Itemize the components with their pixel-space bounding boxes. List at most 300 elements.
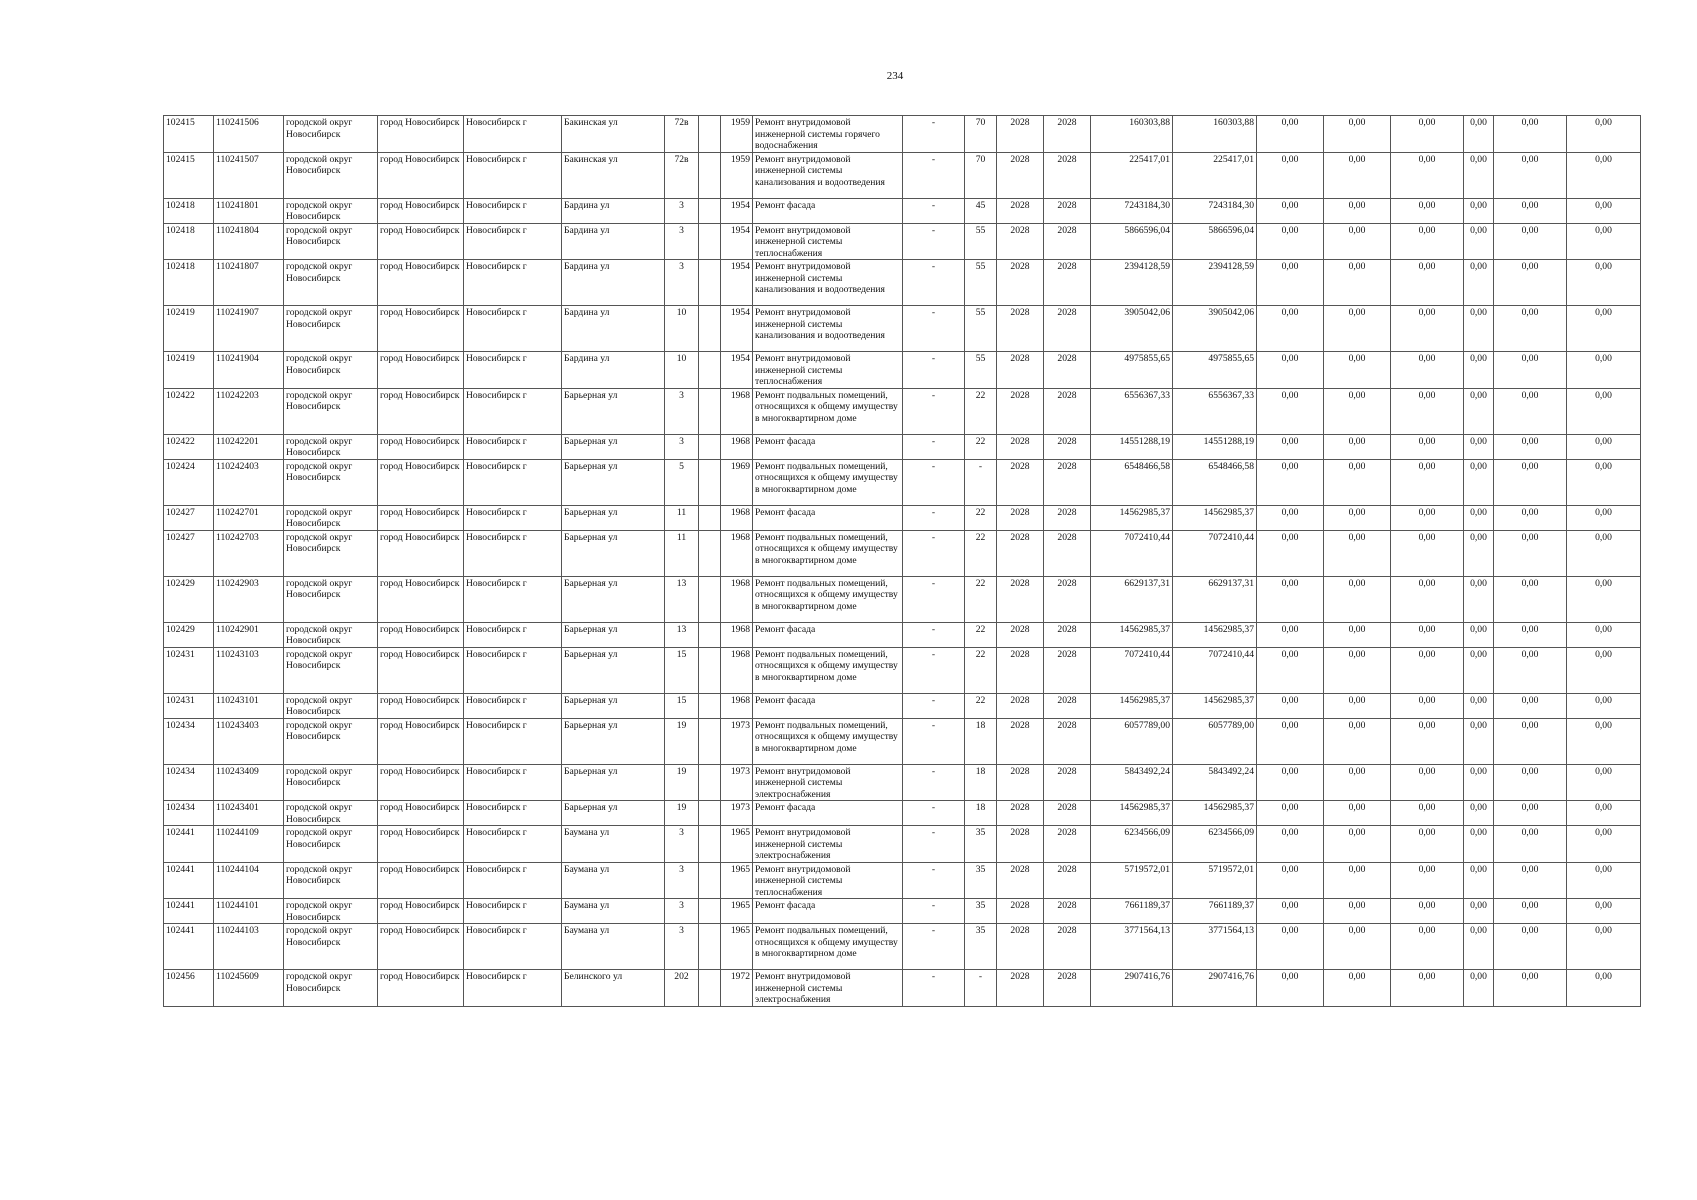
fund-amount-3-cell: 0,00: [1391, 693, 1464, 718]
wear-percent-cell: 55: [965, 352, 997, 389]
fund-amount-6-cell: 0,00: [1567, 924, 1641, 970]
district-cell: городской округ Новосибирск: [284, 970, 378, 1007]
house-id-cell: 102441: [164, 899, 214, 924]
city-cell: Новосибирск г: [464, 223, 562, 260]
table-row: [164, 826, 1641, 863]
cost-cell: 6629137,31: [1091, 576, 1173, 622]
plan-year-start-cell: 2028: [997, 352, 1044, 389]
work-type-cell: Ремонт фасада: [753, 198, 903, 223]
fund-amount-3-cell: 0,00: [1391, 576, 1464, 622]
fund-amount-5-cell: 0,00: [1494, 647, 1567, 693]
plan-year-end-cell: 2028: [1044, 223, 1091, 260]
fund-amount-5-cell: 0,00: [1494, 198, 1567, 223]
fund-amount-3-cell: 0,00: [1391, 260, 1464, 306]
plan-year-end-cell: 2028: [1044, 530, 1091, 576]
settlement-cell: город Новосибирск: [378, 924, 464, 970]
district-cell: городской округ Новосибирск: [284, 622, 378, 647]
building-cell: [699, 801, 721, 826]
district-cell: городской округ Новосибирск: [284, 801, 378, 826]
house-number-cell: 72в: [665, 152, 699, 198]
fund-amount-6-cell: 0,00: [1567, 970, 1641, 1007]
dash-cell: -: [903, 622, 965, 647]
district-cell: городской округ Новосибирск: [284, 530, 378, 576]
table-row: [164, 352, 1641, 389]
table-row: [164, 801, 1641, 826]
table-row: [164, 530, 1641, 576]
build-year-cell: 1968: [721, 434, 753, 459]
table-row: [164, 116, 1641, 153]
dash-cell: -: [903, 152, 965, 198]
wear-percent-cell: 22: [965, 576, 997, 622]
table-row: [164, 622, 1641, 647]
street-cell: Барьерная ул: [562, 530, 665, 576]
total-cost-cell: 14562985,37: [1173, 693, 1257, 718]
wear-percent-cell: 22: [965, 530, 997, 576]
work-code-cell: 110243101: [214, 693, 284, 718]
cost-cell: 5866596,04: [1091, 223, 1173, 260]
dash-cell: -: [903, 801, 965, 826]
fund-amount-2-cell: 0,00: [1324, 826, 1391, 863]
build-year-cell: 1965: [721, 924, 753, 970]
cost-cell: 5719572,01: [1091, 862, 1173, 899]
plan-year-start-cell: 2028: [997, 899, 1044, 924]
table-row: [164, 924, 1641, 970]
fund-amount-5-cell: 0,00: [1494, 764, 1567, 801]
table-row: [164, 970, 1641, 1007]
fund-amount-1-cell: 0,00: [1257, 764, 1324, 801]
district-cell: городской округ Новосибирск: [284, 260, 378, 306]
fund-amount-4-cell: 0,00: [1464, 693, 1494, 718]
city-cell: Новосибирск г: [464, 198, 562, 223]
building-cell: [699, 260, 721, 306]
building-cell: [699, 306, 721, 352]
cost-cell: 3771564,13: [1091, 924, 1173, 970]
dash-cell: -: [903, 862, 965, 899]
street-cell: Баумана ул: [562, 862, 665, 899]
registry-table: [163, 115, 1641, 1007]
dash-cell: -: [903, 388, 965, 434]
plan-year-start-cell: 2028: [997, 116, 1044, 153]
work-code-cell: 110242901: [214, 622, 284, 647]
settlement-cell: город Новосибирск: [378, 693, 464, 718]
fund-amount-1-cell: 0,00: [1257, 223, 1324, 260]
fund-amount-1-cell: 0,00: [1257, 198, 1324, 223]
fund-amount-3-cell: 0,00: [1391, 198, 1464, 223]
work-code-cell: 110243401: [214, 801, 284, 826]
plan-year-start-cell: 2028: [997, 459, 1044, 505]
building-cell: [699, 576, 721, 622]
fund-amount-4-cell: 0,00: [1464, 388, 1494, 434]
work-type-cell: Ремонт внутридомовой инженерной системы теплоснабжения: [753, 352, 903, 389]
dash-cell: -: [903, 459, 965, 505]
work-code-cell: 110244109: [214, 826, 284, 863]
fund-amount-6-cell: 0,00: [1567, 899, 1641, 924]
dash-cell: -: [903, 970, 965, 1007]
city-cell: Новосибирск г: [464, 576, 562, 622]
plan-year-start-cell: 2028: [997, 826, 1044, 863]
cost-cell: 7243184,30: [1091, 198, 1173, 223]
total-cost-cell: 6556367,33: [1173, 388, 1257, 434]
house-id-cell: 102441: [164, 862, 214, 899]
table-row: [164, 459, 1641, 505]
fund-amount-1-cell: 0,00: [1257, 647, 1324, 693]
building-cell: [699, 622, 721, 647]
fund-amount-1-cell: 0,00: [1257, 801, 1324, 826]
street-cell: Барьерная ул: [562, 764, 665, 801]
settlement-cell: город Новосибирск: [378, 801, 464, 826]
city-cell: Новосибирск г: [464, 352, 562, 389]
work-type-cell: Ремонт подвальных помещений, относящихся к общему имуществу в многоквартирном доме: [753, 388, 903, 434]
fund-amount-5-cell: 0,00: [1494, 862, 1567, 899]
settlement-cell: город Новосибирск: [378, 530, 464, 576]
house-id-cell: 102431: [164, 693, 214, 718]
building-cell: [699, 530, 721, 576]
fund-amount-5-cell: 0,00: [1494, 924, 1567, 970]
table-row: [164, 764, 1641, 801]
district-cell: городской округ Новосибирск: [284, 924, 378, 970]
fund-amount-2-cell: 0,00: [1324, 388, 1391, 434]
build-year-cell: 1954: [721, 352, 753, 389]
fund-amount-3-cell: 0,00: [1391, 970, 1464, 1007]
fund-amount-1-cell: 0,00: [1257, 970, 1324, 1007]
settlement-cell: город Новосибирск: [378, 434, 464, 459]
fund-amount-1-cell: 0,00: [1257, 260, 1324, 306]
house-id-cell: 102434: [164, 801, 214, 826]
fund-amount-1-cell: 0,00: [1257, 116, 1324, 153]
house-number-cell: 19: [665, 801, 699, 826]
work-type-cell: Ремонт фасада: [753, 434, 903, 459]
fund-amount-5-cell: 0,00: [1494, 530, 1567, 576]
total-cost-cell: 225417,01: [1173, 152, 1257, 198]
street-cell: Барьерная ул: [562, 459, 665, 505]
table-row: [164, 434, 1641, 459]
fund-amount-1-cell: 0,00: [1257, 530, 1324, 576]
street-cell: Барьерная ул: [562, 718, 665, 764]
wear-percent-cell: 22: [965, 505, 997, 530]
total-cost-cell: 2394128,59: [1173, 260, 1257, 306]
work-type-cell: Ремонт фасада: [753, 622, 903, 647]
plan-year-start-cell: 2028: [997, 970, 1044, 1007]
wear-percent-cell: 18: [965, 801, 997, 826]
work-type-cell: Ремонт подвальных помещений, относящихся к общему имуществу в многоквартирном доме: [753, 459, 903, 505]
table-row: [164, 260, 1641, 306]
work-code-cell: 110241506: [214, 116, 284, 153]
house-number-cell: 3: [665, 899, 699, 924]
work-type-cell: Ремонт внутридомовой инженерной системы теплоснабжения: [753, 223, 903, 260]
settlement-cell: город Новосибирск: [378, 459, 464, 505]
plan-year-start-cell: 2028: [997, 223, 1044, 260]
work-type-cell: Ремонт фасада: [753, 693, 903, 718]
city-cell: Новосибирск г: [464, 764, 562, 801]
cost-cell: 160303,88: [1091, 116, 1173, 153]
fund-amount-2-cell: 0,00: [1324, 198, 1391, 223]
wear-percent-cell: 45: [965, 198, 997, 223]
total-cost-cell: 14551288,19: [1173, 434, 1257, 459]
plan-year-end-cell: 2028: [1044, 152, 1091, 198]
dash-cell: -: [903, 352, 965, 389]
table-row: [164, 693, 1641, 718]
cost-cell: 225417,01: [1091, 152, 1173, 198]
fund-amount-4-cell: 0,00: [1464, 198, 1494, 223]
city-cell: Новосибирск г: [464, 306, 562, 352]
settlement-cell: город Новосибирск: [378, 198, 464, 223]
fund-amount-4-cell: 0,00: [1464, 899, 1494, 924]
work-code-cell: 110243103: [214, 647, 284, 693]
fund-amount-4-cell: 0,00: [1464, 260, 1494, 306]
cost-cell: 14562985,37: [1091, 801, 1173, 826]
plan-year-start-cell: 2028: [997, 530, 1044, 576]
house-number-cell: 19: [665, 764, 699, 801]
work-code-cell: 110241907: [214, 306, 284, 352]
cost-cell: 14551288,19: [1091, 434, 1173, 459]
wear-percent-cell: 35: [965, 826, 997, 863]
fund-amount-6-cell: 0,00: [1567, 693, 1641, 718]
plan-year-start-cell: 2028: [997, 576, 1044, 622]
cost-cell: 7661189,37: [1091, 899, 1173, 924]
build-year-cell: 1973: [721, 718, 753, 764]
street-cell: Барьерная ул: [562, 388, 665, 434]
fund-amount-5-cell: 0,00: [1494, 352, 1567, 389]
settlement-cell: город Новосибирск: [378, 116, 464, 153]
total-cost-cell: 7072410,44: [1173, 530, 1257, 576]
cost-cell: 7072410,44: [1091, 530, 1173, 576]
fund-amount-1-cell: 0,00: [1257, 152, 1324, 198]
work-code-cell: 110242403: [214, 459, 284, 505]
wear-percent-cell: 22: [965, 622, 997, 647]
fund-amount-1-cell: 0,00: [1257, 622, 1324, 647]
fund-amount-6-cell: 0,00: [1567, 459, 1641, 505]
house-number-cell: 5: [665, 459, 699, 505]
fund-amount-6-cell: 0,00: [1567, 260, 1641, 306]
fund-amount-4-cell: 0,00: [1464, 352, 1494, 389]
fund-amount-2-cell: 0,00: [1324, 223, 1391, 260]
fund-amount-5-cell: 0,00: [1494, 223, 1567, 260]
work-code-cell: 110241507: [214, 152, 284, 198]
plan-year-start-cell: 2028: [997, 693, 1044, 718]
district-cell: городской округ Новосибирск: [284, 434, 378, 459]
fund-amount-4-cell: 0,00: [1464, 801, 1494, 826]
fund-amount-3-cell: 0,00: [1391, 764, 1464, 801]
work-code-cell: 110242203: [214, 388, 284, 434]
dash-cell: -: [903, 647, 965, 693]
plan-year-end-cell: 2028: [1044, 260, 1091, 306]
plan-year-end-cell: 2028: [1044, 306, 1091, 352]
work-type-cell: Ремонт подвальных помещений, относящихся к общему имуществу в многоквартирном доме: [753, 718, 903, 764]
fund-amount-2-cell: 0,00: [1324, 693, 1391, 718]
fund-amount-6-cell: 0,00: [1567, 152, 1641, 198]
house-id-cell: 102427: [164, 505, 214, 530]
fund-amount-1-cell: 0,00: [1257, 352, 1324, 389]
fund-amount-4-cell: 0,00: [1464, 970, 1494, 1007]
dash-cell: -: [903, 306, 965, 352]
dash-cell: -: [903, 826, 965, 863]
district-cell: городской округ Новосибирск: [284, 223, 378, 260]
street-cell: Баумана ул: [562, 826, 665, 863]
plan-year-end-cell: 2028: [1044, 718, 1091, 764]
plan-year-end-cell: 2028: [1044, 388, 1091, 434]
table-row: [164, 388, 1641, 434]
fund-amount-5-cell: 0,00: [1494, 152, 1567, 198]
table-row: [164, 505, 1641, 530]
fund-amount-3-cell: 0,00: [1391, 924, 1464, 970]
fund-amount-2-cell: 0,00: [1324, 647, 1391, 693]
table-row: [164, 862, 1641, 899]
dash-cell: -: [903, 505, 965, 530]
dash-cell: -: [903, 718, 965, 764]
work-type-cell: Ремонт внутридомовой инженерной системы электроснабжения: [753, 826, 903, 863]
fund-amount-4-cell: 0,00: [1464, 576, 1494, 622]
fund-amount-6-cell: 0,00: [1567, 530, 1641, 576]
city-cell: Новосибирск г: [464, 116, 562, 153]
work-type-cell: Ремонт внутридомовой инженерной системы канализования и водоотведения: [753, 306, 903, 352]
city-cell: Новосибирск г: [464, 647, 562, 693]
work-type-cell: Ремонт внутридомовой инженерной системы электроснабжения: [753, 764, 903, 801]
build-year-cell: 1973: [721, 764, 753, 801]
table-row: [164, 576, 1641, 622]
fund-amount-2-cell: 0,00: [1324, 576, 1391, 622]
plan-year-start-cell: 2028: [997, 152, 1044, 198]
fund-amount-1-cell: 0,00: [1257, 924, 1324, 970]
fund-amount-5-cell: 0,00: [1494, 693, 1567, 718]
street-cell: Барьерная ул: [562, 622, 665, 647]
street-cell: Бардина ул: [562, 198, 665, 223]
house-number-cell: 3: [665, 862, 699, 899]
plan-year-start-cell: 2028: [997, 388, 1044, 434]
fund-amount-6-cell: 0,00: [1567, 647, 1641, 693]
house-id-cell: 102429: [164, 622, 214, 647]
cost-cell: 6234566,09: [1091, 826, 1173, 863]
plan-year-start-cell: 2028: [997, 306, 1044, 352]
building-cell: [699, 388, 721, 434]
fund-amount-1-cell: 0,00: [1257, 388, 1324, 434]
work-code-cell: 110242703: [214, 530, 284, 576]
wear-percent-cell: 22: [965, 647, 997, 693]
building-cell: [699, 459, 721, 505]
district-cell: городской округ Новосибирск: [284, 388, 378, 434]
build-year-cell: 1965: [721, 862, 753, 899]
building-cell: [699, 505, 721, 530]
settlement-cell: город Новосибирск: [378, 352, 464, 389]
fund-amount-1-cell: 0,00: [1257, 718, 1324, 764]
wear-percent-cell: 55: [965, 260, 997, 306]
building-cell: [699, 826, 721, 863]
house-id-cell: 102434: [164, 764, 214, 801]
total-cost-cell: 6548466,58: [1173, 459, 1257, 505]
plan-year-start-cell: 2028: [997, 505, 1044, 530]
table-row: [164, 152, 1641, 198]
city-cell: Новосибирск г: [464, 801, 562, 826]
city-cell: Новосибирск г: [464, 826, 562, 863]
fund-amount-2-cell: 0,00: [1324, 970, 1391, 1007]
work-type-cell: Ремонт внутридомовой инженерной системы горячего водоснабжения: [753, 116, 903, 153]
street-cell: Бардина ул: [562, 260, 665, 306]
district-cell: городской округ Новосибирск: [284, 693, 378, 718]
district-cell: городской округ Новосибирск: [284, 459, 378, 505]
fund-amount-6-cell: 0,00: [1567, 718, 1641, 764]
house-number-cell: 3: [665, 924, 699, 970]
district-cell: городской округ Новосибирск: [284, 306, 378, 352]
work-code-cell: 110243409: [214, 764, 284, 801]
fund-amount-4-cell: 0,00: [1464, 530, 1494, 576]
settlement-cell: город Новосибирск: [378, 388, 464, 434]
fund-amount-1-cell: 0,00: [1257, 899, 1324, 924]
settlement-cell: город Новосибирск: [378, 622, 464, 647]
plan-year-start-cell: 2028: [997, 434, 1044, 459]
cost-cell: 4975855,65: [1091, 352, 1173, 389]
house-number-cell: 3: [665, 826, 699, 863]
work-type-cell: Ремонт подвальных помещений, относящихся к общему имуществу в многоквартирном доме: [753, 647, 903, 693]
fund-amount-3-cell: 0,00: [1391, 718, 1464, 764]
build-year-cell: 1973: [721, 801, 753, 826]
table-row: [164, 223, 1641, 260]
city-cell: Новосибирск г: [464, 862, 562, 899]
city-cell: Новосибирск г: [464, 152, 562, 198]
wear-percent-cell: -: [965, 970, 997, 1007]
total-cost-cell: 14562985,37: [1173, 505, 1257, 530]
settlement-cell: город Новосибирск: [378, 862, 464, 899]
work-type-cell: Ремонт фасада: [753, 505, 903, 530]
street-cell: Бардина ул: [562, 352, 665, 389]
house-number-cell: 10: [665, 352, 699, 389]
wear-percent-cell: 22: [965, 388, 997, 434]
fund-amount-5-cell: 0,00: [1494, 260, 1567, 306]
building-cell: [699, 223, 721, 260]
house-id-cell: 102429: [164, 576, 214, 622]
cost-cell: 14562985,37: [1091, 622, 1173, 647]
cost-cell: 2907416,76: [1091, 970, 1173, 1007]
fund-amount-2-cell: 0,00: [1324, 152, 1391, 198]
cost-cell: 6556367,33: [1091, 388, 1173, 434]
street-cell: Баумана ул: [562, 924, 665, 970]
house-number-cell: 3: [665, 223, 699, 260]
fund-amount-2-cell: 0,00: [1324, 434, 1391, 459]
district-cell: городской округ Новосибирск: [284, 505, 378, 530]
fund-amount-5-cell: 0,00: [1494, 718, 1567, 764]
wear-percent-cell: 35: [965, 899, 997, 924]
fund-amount-5-cell: 0,00: [1494, 388, 1567, 434]
build-year-cell: 1968: [721, 388, 753, 434]
city-cell: Новосибирск г: [464, 970, 562, 1007]
fund-amount-2-cell: 0,00: [1324, 530, 1391, 576]
settlement-cell: город Новосибирск: [378, 260, 464, 306]
plan-year-end-cell: 2028: [1044, 459, 1091, 505]
city-cell: Новосибирск г: [464, 693, 562, 718]
fund-amount-4-cell: 0,00: [1464, 223, 1494, 260]
fund-amount-6-cell: 0,00: [1567, 826, 1641, 863]
work-type-cell: Ремонт внутридомовой инженерной системы канализования и водоотведения: [753, 152, 903, 198]
work-code-cell: 110245609: [214, 970, 284, 1007]
district-cell: городской округ Новосибирск: [284, 116, 378, 153]
street-cell: Баумана ул: [562, 899, 665, 924]
fund-amount-5-cell: 0,00: [1494, 116, 1567, 153]
house-number-cell: 3: [665, 434, 699, 459]
build-year-cell: 1954: [721, 223, 753, 260]
table-row: [164, 198, 1641, 223]
city-cell: Новосибирск г: [464, 505, 562, 530]
fund-amount-2-cell: 0,00: [1324, 116, 1391, 153]
fund-amount-5-cell: 0,00: [1494, 434, 1567, 459]
total-cost-cell: 3905042,06: [1173, 306, 1257, 352]
fund-amount-6-cell: 0,00: [1567, 352, 1641, 389]
dash-cell: -: [903, 899, 965, 924]
dash-cell: -: [903, 764, 965, 801]
fund-amount-4-cell: 0,00: [1464, 505, 1494, 530]
cost-cell: 5843492,24: [1091, 764, 1173, 801]
wear-percent-cell: 70: [965, 116, 997, 153]
street-cell: Бардина ул: [562, 306, 665, 352]
fund-amount-6-cell: 0,00: [1567, 434, 1641, 459]
build-year-cell: 1968: [721, 530, 753, 576]
